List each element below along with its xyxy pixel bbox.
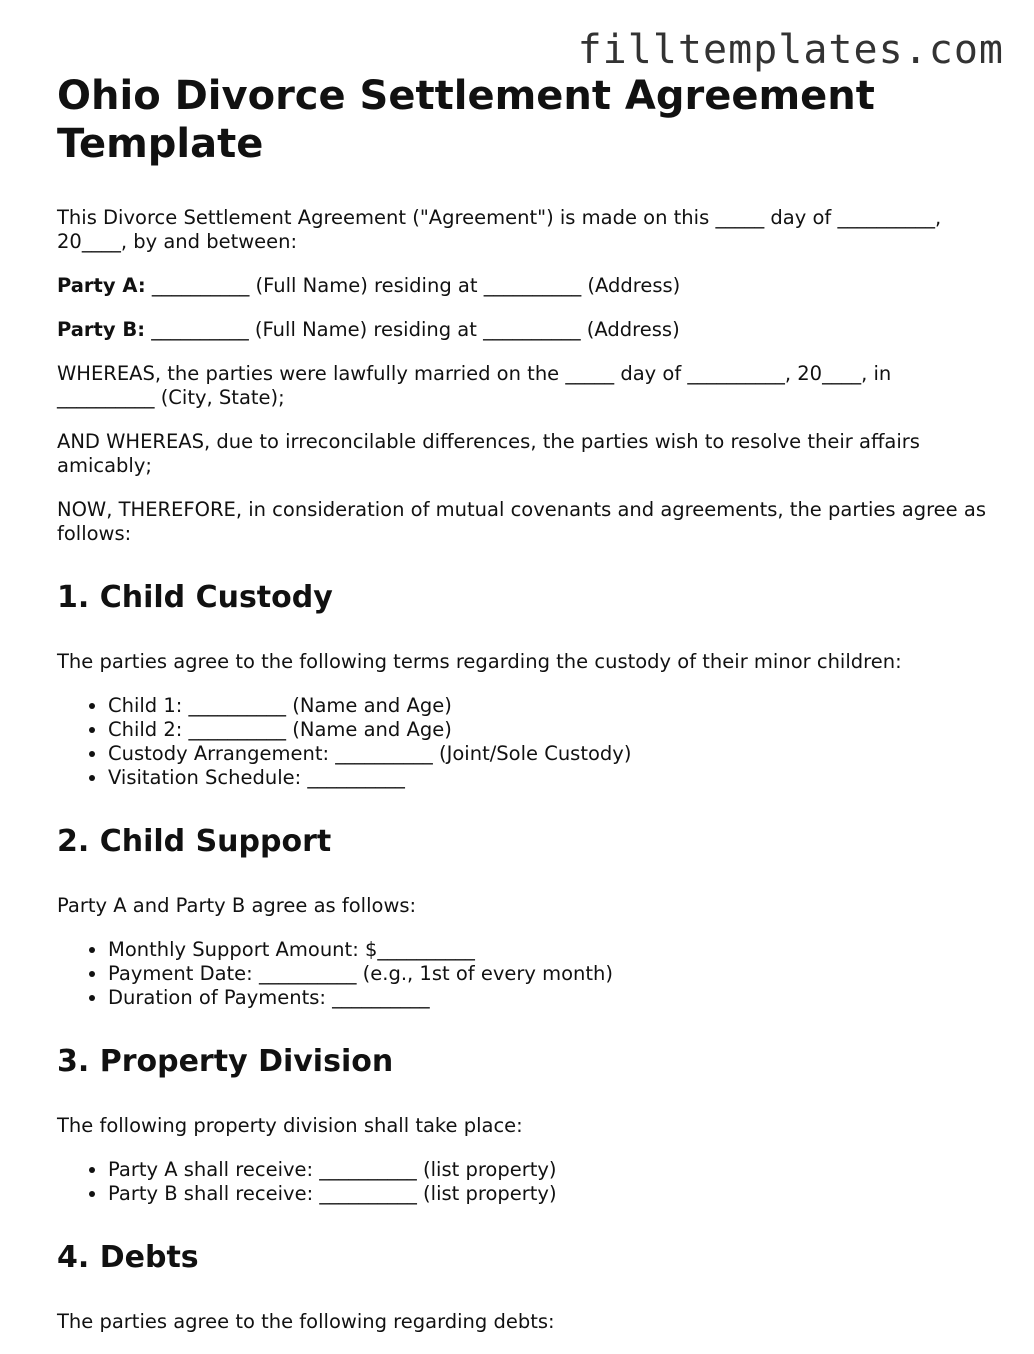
whereas-marriage-paragraph: WHEREAS, the parties were lawfully married on the _____ day of __________, 20____, in __________ (City, State); — [57, 362, 892, 409]
party-a-line — [57, 274, 987, 298]
child-support-list — [57, 938, 987, 1010]
intro-paragraph: This Divorce Settlement Agreement ("Agreement") is made on this _____ day of __________, 20____, by and between: — [57, 206, 942, 253]
party-b-text: __________ (Full Name) residing at __________ (Address) — [145, 318, 680, 341]
therefore-paragraph: NOW, THEREFORE, in consideration of mutual covenants and agreements, the parties agree as follows: — [57, 498, 986, 545]
list-item: • Child 2: __________ (Name and Age) — [108, 718, 987, 742]
section-intro-child-custody: The parties agree to the following terms regarding the custody of their minor children: — [57, 650, 902, 673]
section-heading-child-custody: 1. Child Custody — [57, 580, 333, 615]
document-title: Ohio Divorce Settlement Agreement Template — [57, 73, 875, 167]
party-b-label: Party B: — [57, 318, 146, 341]
list-item: • Duration of Payments: __________ — [108, 986, 987, 1010]
section-heading-property-division: 3. Property Division — [57, 1044, 394, 1079]
list-item: • Party B shall receive: __________ (list property) — [108, 1182, 987, 1206]
section-intro-debts: The parties agree to the following regarding debts: — [57, 1310, 555, 1333]
list-item: • Monthly Support Amount: $__________ — [108, 938, 987, 962]
list-item: • Custody Arrangement: __________ (Joint/Sole Custody) — [108, 742, 987, 766]
section-intro-child-support: Party A and Party B agree as follows: — [57, 894, 417, 917]
section-heading-child-support: 2. Child Support — [57, 824, 332, 859]
section-intro-property-division: The following property division shall take place: — [57, 1114, 523, 1137]
party-b-line — [57, 318, 987, 342]
list-item: • Child 1: __________ (Name and Age) — [108, 694, 987, 718]
section-heading-debts: 4. Debts — [57, 1240, 199, 1275]
site-watermark: filltemplates.com — [577, 27, 1004, 73]
list-item: • Payment Date: __________ (e.g., 1st of every month) — [108, 962, 987, 986]
list-item: • Visitation Schedule: __________ — [108, 766, 987, 790]
document-body — [57, 72, 987, 1354]
party-a-label: Party A: — [57, 274, 146, 297]
property-division-list — [57, 1158, 987, 1206]
party-a-text: __________ (Full Name) residing at __________ (Address) — [145, 274, 681, 297]
child-custody-list — [57, 694, 987, 790]
whereas-differences-paragraph: AND WHEREAS, due to irreconcilable differences, the parties wish to resolve their affairs amicably; — [57, 430, 920, 477]
list-item: • Party A shall receive: __________ (list property) — [108, 1158, 987, 1182]
